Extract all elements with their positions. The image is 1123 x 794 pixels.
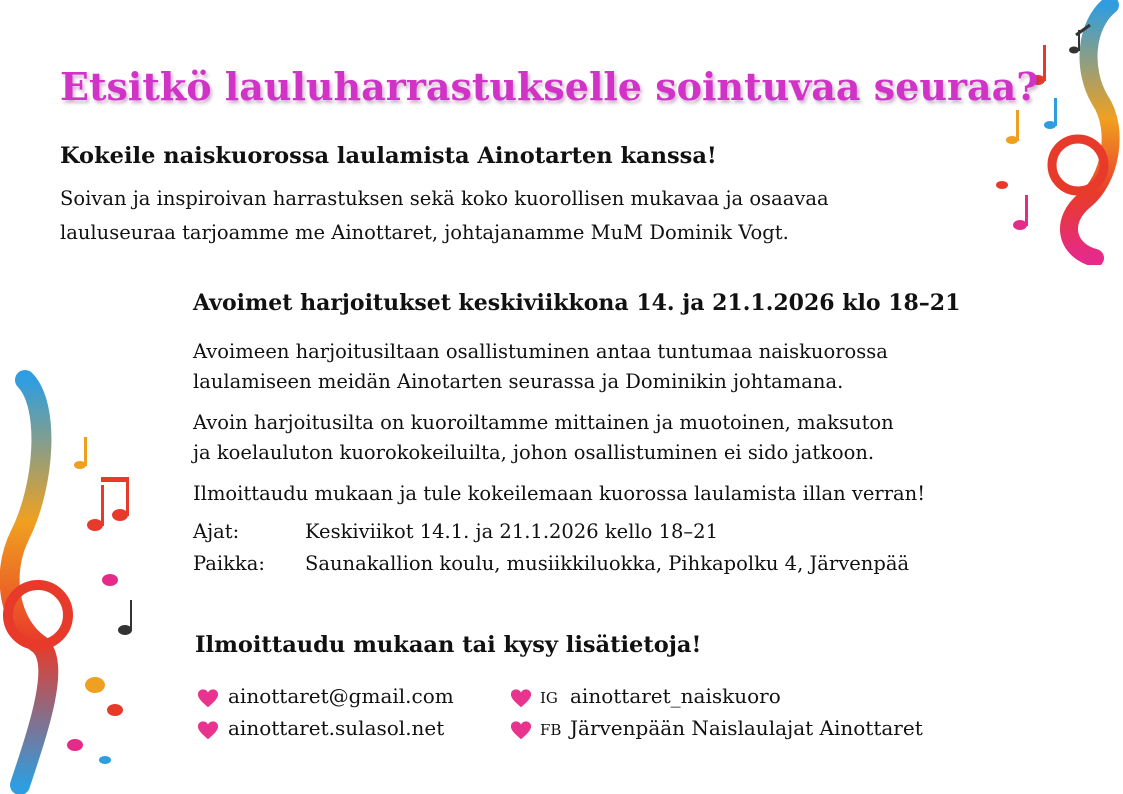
paragraph-line: laulamiseen meidän Ainotarten seurassa ja Dominikin johtamana. [193,370,844,393]
detail-label: Ajat: [193,520,240,543]
heart-icon [197,688,219,710]
heart-icon [510,688,532,710]
paragraph-line: Ilmoittaudu mukaan ja tule kokeilemaan kuorossa laulamista illan verran! [193,482,926,505]
music-notes-icon [0,365,150,794]
contact-heading: Ilmoittaudu mukaan tai kysy lisätietoja! [195,632,702,658]
page-title: Etsitkö lauluharrastukselle sointuvaa seuraa? [60,64,1039,109]
instagram-label: IG [540,689,558,707]
intro-line: Soivan ja inspiroivan harrastuksen sekä koko kuorollisen mukavaa ja osaavaa [60,187,829,210]
facebook-label: FB [540,721,562,739]
subtitle: Kokeile naiskuorossa laulamista Ainotarten kanssa! [60,143,717,169]
music-notes-icon [990,0,1123,265]
section-heading: Avoimet harjoitukset keskiviikkona 14. ja 21.1.2026 klo 18–21 [193,290,961,316]
detail-value: Saunakallion koulu, musiikkiluokka, Pihkapolku 4, Järvenpää [305,552,910,575]
heart-icon [197,720,219,742]
facebook-link[interactable]: Järvenpään Naislaulajat Ainottaret [570,716,923,740]
intro-line: lauluseuraa tarjoamme me Ainottaret, johtajanamme MuM Dominik Vogt. [60,221,789,244]
website-link[interactable]: ainottaret.sulasol.net [228,716,445,740]
detail-value: Keskiviikot 14.1. ja 21.1.2026 kello 18–21 [305,520,718,543]
instagram-link[interactable]: ainottaret_naiskuoro [570,684,781,708]
paragraph-line: ja koelauluton kuorokokeiluilta, johon osallistuminen ei sido jatkoon. [193,441,875,464]
paragraph-line: Avoimeen harjoitusiltaan osallistuminen antaa tuntumaa naiskuorossa [193,340,888,363]
heart-icon [510,720,532,742]
email-link[interactable]: ainottaret@gmail.com [228,684,454,708]
paragraph-line: Avoin harjoitusilta on kuoroiltamme mittainen ja muotoinen, maksuton [193,411,894,434]
detail-label: Paikka: [193,552,265,575]
